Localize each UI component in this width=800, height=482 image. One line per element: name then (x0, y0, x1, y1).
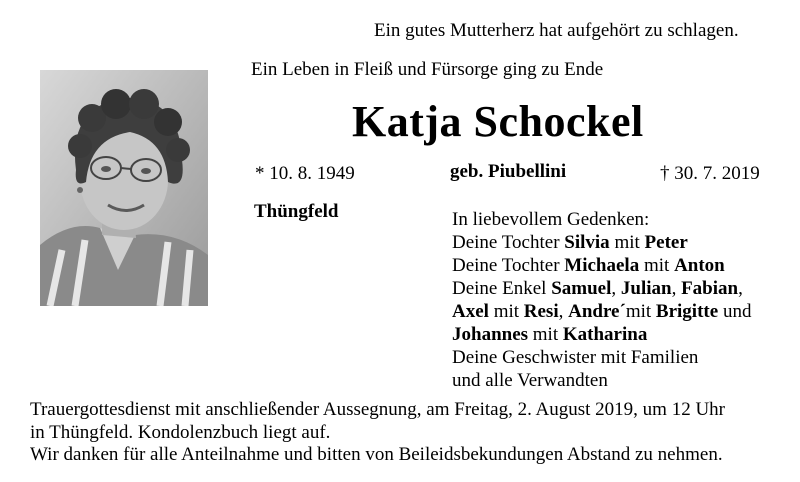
maiden-name: geb. Piubellini (450, 161, 567, 182)
footer-line: in Thüngfeld. Kondolenzbuch liegt auf. (30, 421, 331, 443)
mourners-line: Deine Geschwister mit Familien (452, 347, 699, 368)
place-of-residence: Thüngfeld (254, 201, 339, 222)
death-date: † 30. 7. 2019 (660, 163, 760, 184)
mourners-list (452, 208, 751, 392)
mourners-line: und alle Verwandten (452, 370, 608, 391)
motto-line-1: Ein gutes Mutterherz hat aufgehört zu schlagen. (374, 20, 739, 41)
mourners-line: Johannes mit Katharina (452, 324, 648, 345)
footer-line: Wir danken für alle Anteilnahme und bitten von Beileidsbekundungen Abstand zu nehmen. (30, 444, 723, 465)
footer-text (30, 399, 780, 467)
deceased-name: Katja Schockel (352, 97, 644, 146)
mourners-line: Axel mit Resi, Andre´mit Brigitte und (452, 301, 752, 322)
mourners-intro: In liebevollem Gedenken: (452, 209, 650, 230)
birth-date: * 10. 8. 1949 (255, 163, 355, 184)
footer-line: Trauergottesdienst mit anschließender Aussegnung, am Freitag, 2. August 2019, um 12 Uhr (30, 399, 726, 420)
mourners-line: Deine Enkel Samuel, Julian, Fabian, (452, 278, 743, 299)
motto-line-2: Ein Leben in Fleiß und Fürsorge ging zu Ende (251, 59, 604, 80)
portrait-photo (40, 70, 208, 306)
mourners-line: Deine Tochter Silvia mit Peter (452, 232, 688, 253)
mourners-line: Deine Tochter Michaela mit Anton (452, 255, 725, 276)
